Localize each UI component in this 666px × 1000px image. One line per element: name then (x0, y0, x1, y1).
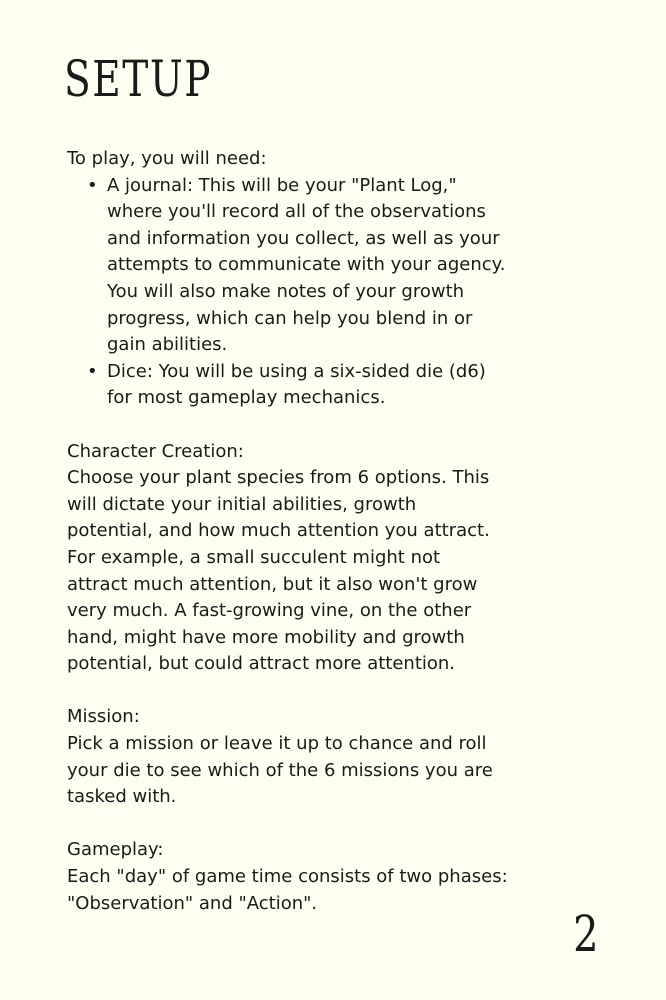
section-gameplay (67, 837, 508, 917)
text-line: Pick a mission or leave it up to chance and roll (67, 733, 487, 755)
section-character-creation (67, 439, 508, 678)
text-line: Each "day" of game time consists of two phases: (67, 866, 508, 888)
text-line: Choose your plant species from 6 options. This (67, 467, 490, 489)
list-item (67, 173, 508, 359)
text-line: potential, and how much attention you attract. (67, 520, 490, 542)
text-line: where you'll record all of the observations (107, 201, 486, 223)
section-heading: Character Creation: (67, 440, 244, 462)
page-number: 2 (573, 905, 599, 963)
text-line: • Dice: You will be using a six-sided die (d6) (107, 360, 486, 382)
text-line: tasked with. (67, 786, 177, 808)
page-title: SETUP (64, 50, 213, 108)
text-line: attempts to communicate with your agency. (107, 254, 506, 276)
text-line: hand, might have more mobility and growth (67, 626, 465, 648)
page-body (67, 146, 508, 917)
text-line: progress, which can help you blend in or (107, 307, 473, 329)
list-item (67, 359, 508, 412)
intro-text: To play, you will need: (67, 148, 267, 169)
text-line: • A journal: This will be your "Plant Log," (107, 174, 457, 196)
requirements-list (67, 173, 508, 412)
section-heading: Mission: (67, 706, 140, 728)
text-line: your die to see which of the 6 missions you are (67, 759, 493, 781)
section-heading: Gameplay: (67, 839, 164, 861)
text-line: gain abilities. (107, 334, 228, 356)
section-mission (67, 704, 508, 810)
text-line: potential, but could attract more attention. (67, 653, 456, 675)
text-line: very much. A fast-growing vine, on the other (67, 600, 472, 622)
text-line: will dictate your initial abilities, growth (67, 493, 417, 515)
text-line: and information you collect, as well as your (107, 227, 500, 249)
text-line: "Observation" and "Action". (67, 892, 318, 914)
text-line: attract much attention, but it also won't grow (67, 573, 478, 595)
text-line: for most gameplay mechanics. (107, 387, 386, 409)
text-line: You will also make notes of your growth (107, 280, 465, 302)
text-line: For example, a small succulent might not (67, 546, 441, 568)
